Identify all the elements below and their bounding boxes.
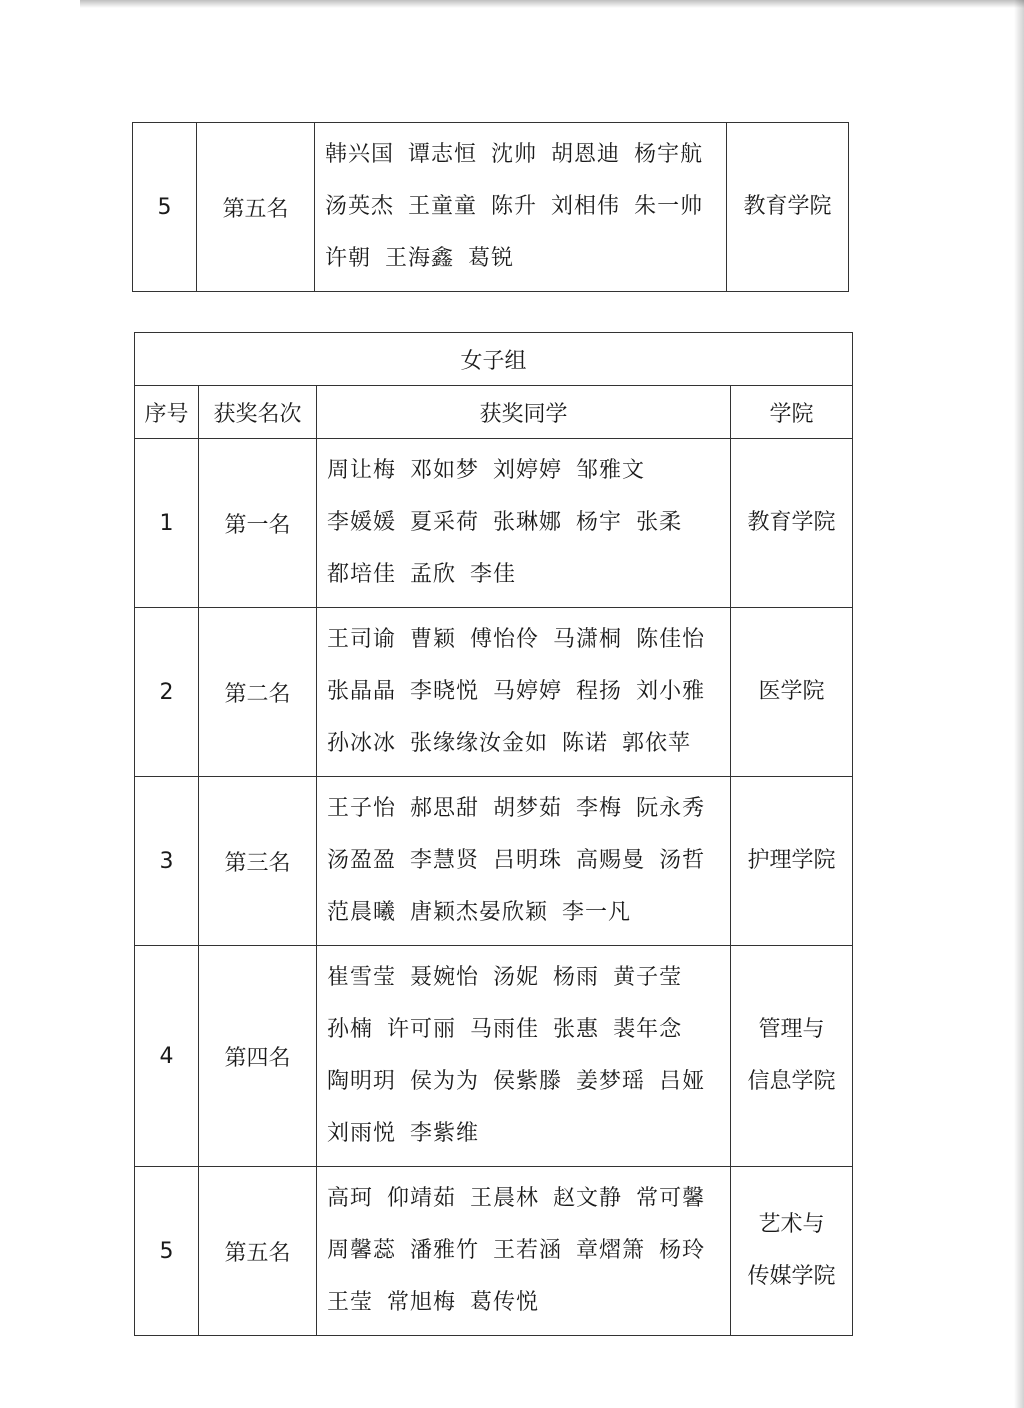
row-students [317, 777, 731, 946]
student-name: 赵文静 [553, 1186, 623, 1211]
student-name: 刘相伟 [551, 194, 621, 219]
student-name: 潘雅竹 [410, 1238, 480, 1263]
group-title: 女子组 [135, 333, 853, 386]
table-row [135, 1167, 853, 1336]
student-name: 章熠箫 [576, 1238, 646, 1263]
row-students [317, 608, 731, 777]
student-name: 王莹 [327, 1290, 374, 1315]
row-students [315, 123, 727, 292]
row-college [731, 608, 853, 777]
student-name: 姜梦瑶 [576, 1069, 646, 1094]
student-name: 崔雪莹 [327, 965, 397, 990]
row-number: 2 [135, 608, 199, 777]
student-name: 裴年念 [613, 1017, 683, 1042]
student-name: 傅怡伶 [470, 627, 540, 652]
row-students [317, 946, 731, 1167]
student-name: 邹雅文 [576, 458, 646, 483]
student-name: 杨宇航 [634, 142, 704, 167]
college-line: 教育学院 [747, 510, 836, 535]
college-line: 管理与 [758, 1017, 825, 1042]
student-name: 常旭梅 [387, 1290, 457, 1315]
college-line: 医学院 [758, 679, 825, 704]
row-rank: 第三名 [199, 777, 317, 946]
student-name: 陈升 [491, 194, 538, 219]
student-name: 许可丽 [387, 1017, 457, 1042]
student-name: 胡梦茹 [493, 796, 563, 821]
student-name: 夏采荷 [410, 510, 480, 535]
student-name: 马潇桐 [553, 627, 623, 652]
header-rank: 获奖名次 [199, 386, 317, 439]
student-name: 侯为为 [410, 1069, 480, 1094]
table-row [135, 946, 853, 1167]
student-name: 高赐曼 [576, 848, 646, 873]
row-college [731, 777, 853, 946]
student-name: 李紫维 [410, 1121, 480, 1146]
header-number: 序号 [135, 386, 199, 439]
student-name: 陶明玥 [327, 1069, 397, 1094]
student-name: 刘小雅 [636, 679, 706, 704]
student-name: 王司谕 [327, 627, 397, 652]
row-students [317, 1167, 731, 1336]
row-number: 1 [135, 439, 199, 608]
group-title-row [135, 333, 853, 386]
student-name: 王晨林 [470, 1186, 540, 1211]
row-students [317, 439, 731, 608]
scan-top-shadow [80, 0, 1024, 8]
header-college: 学院 [731, 386, 853, 439]
student-name: 范晨曦 [327, 900, 397, 925]
student-name: 周馨蕊 [327, 1238, 397, 1263]
student-name: 周让梅 [327, 458, 397, 483]
row-number: 4 [135, 946, 199, 1167]
women-group-table [134, 332, 853, 1336]
student-name: 孙冰冰 [327, 731, 397, 756]
student-name: 张柔 [636, 510, 683, 535]
student-name: 郭依苹 [622, 731, 692, 756]
scan-right-shadow [1014, 0, 1024, 1408]
student-name: 阮永秀 [636, 796, 706, 821]
student-name: 程扬 [576, 679, 623, 704]
student-name: 常可馨 [636, 1186, 706, 1211]
student-name: 唐颖杰晏欣颖 [410, 900, 549, 925]
student-name: 汤英杰 [325, 194, 395, 219]
student-name: 高珂 [327, 1186, 374, 1211]
student-name: 邓如梦 [410, 458, 480, 483]
student-name: 聂婉怡 [410, 965, 480, 990]
student-name: 胡恩迪 [551, 142, 621, 167]
student-name: 刘婷婷 [493, 458, 563, 483]
student-name: 陈佳怡 [636, 627, 706, 652]
student-name: 孙楠 [327, 1017, 374, 1042]
row-number: 3 [135, 777, 199, 946]
student-name: 李佳 [470, 562, 517, 587]
student-name: 王童童 [408, 194, 478, 219]
student-name: 陈诺 [562, 731, 609, 756]
student-name: 侯紫滕 [493, 1069, 563, 1094]
student-name: 杨玲 [659, 1238, 706, 1263]
student-name: 杨雨 [553, 965, 600, 990]
student-name: 葛锐 [468, 246, 515, 271]
college-line: 信息学院 [747, 1069, 836, 1094]
row-rank: 第一名 [199, 439, 317, 608]
table-row [135, 608, 853, 777]
student-name: 汤盈盈 [327, 848, 397, 873]
row-college [727, 123, 849, 292]
student-name: 张惠 [553, 1017, 600, 1042]
college-line: 传媒学院 [747, 1264, 836, 1289]
table-row [133, 123, 849, 292]
student-name: 李媛媛 [327, 510, 397, 535]
row-rank: 第四名 [199, 946, 317, 1167]
student-name: 张晶晶 [327, 679, 397, 704]
student-name: 孟欣 [410, 562, 457, 587]
student-name: 马婷婷 [493, 679, 563, 704]
row-rank: 第二名 [199, 608, 317, 777]
student-name: 汤妮 [493, 965, 540, 990]
men-group-table-continuation [132, 122, 849, 292]
student-name: 沈帅 [491, 142, 538, 167]
student-name: 仰靖茹 [387, 1186, 457, 1211]
student-name: 杨宇 [576, 510, 623, 535]
row-number: 5 [135, 1167, 199, 1336]
college-line: 艺术与 [758, 1212, 825, 1237]
student-name: 王子怡 [327, 796, 397, 821]
student-name: 王若涵 [493, 1238, 563, 1263]
college-line: 护理学院 [747, 848, 836, 873]
row-college [731, 439, 853, 608]
row-number: 5 [133, 123, 197, 292]
student-name: 葛传悦 [470, 1290, 540, 1315]
row-rank: 第五名 [197, 123, 315, 292]
student-name: 许朝 [325, 246, 372, 271]
student-name: 郝思甜 [410, 796, 480, 821]
student-name: 李梅 [576, 796, 623, 821]
college-line: 教育学院 [743, 194, 832, 219]
row-rank: 第五名 [199, 1167, 317, 1336]
student-name: 黄子莹 [613, 965, 683, 990]
student-name: 李慧贤 [410, 848, 480, 873]
student-name: 马雨佳 [470, 1017, 540, 1042]
student-name: 张缘缘汝金如 [410, 731, 549, 756]
student-name: 都培佳 [327, 562, 397, 587]
table-row [135, 439, 853, 608]
student-name: 张琳娜 [493, 510, 563, 535]
student-name: 李一凡 [562, 900, 632, 925]
student-name: 韩兴国 [325, 142, 395, 167]
student-name: 谭志恒 [408, 142, 478, 167]
student-name: 朱一帅 [634, 194, 704, 219]
row-college [731, 946, 853, 1167]
student-name: 刘雨悦 [327, 1121, 397, 1146]
student-name: 吕娅 [659, 1069, 706, 1094]
student-name: 曹颖 [410, 627, 457, 652]
student-name: 汤哲 [659, 848, 706, 873]
row-college [731, 1167, 853, 1336]
header-row [135, 386, 853, 439]
student-name: 李晓悦 [410, 679, 480, 704]
student-name: 王海鑫 [385, 246, 455, 271]
student-name: 吕明珠 [493, 848, 563, 873]
table-row [135, 777, 853, 946]
header-students: 获奖同学 [317, 386, 731, 439]
